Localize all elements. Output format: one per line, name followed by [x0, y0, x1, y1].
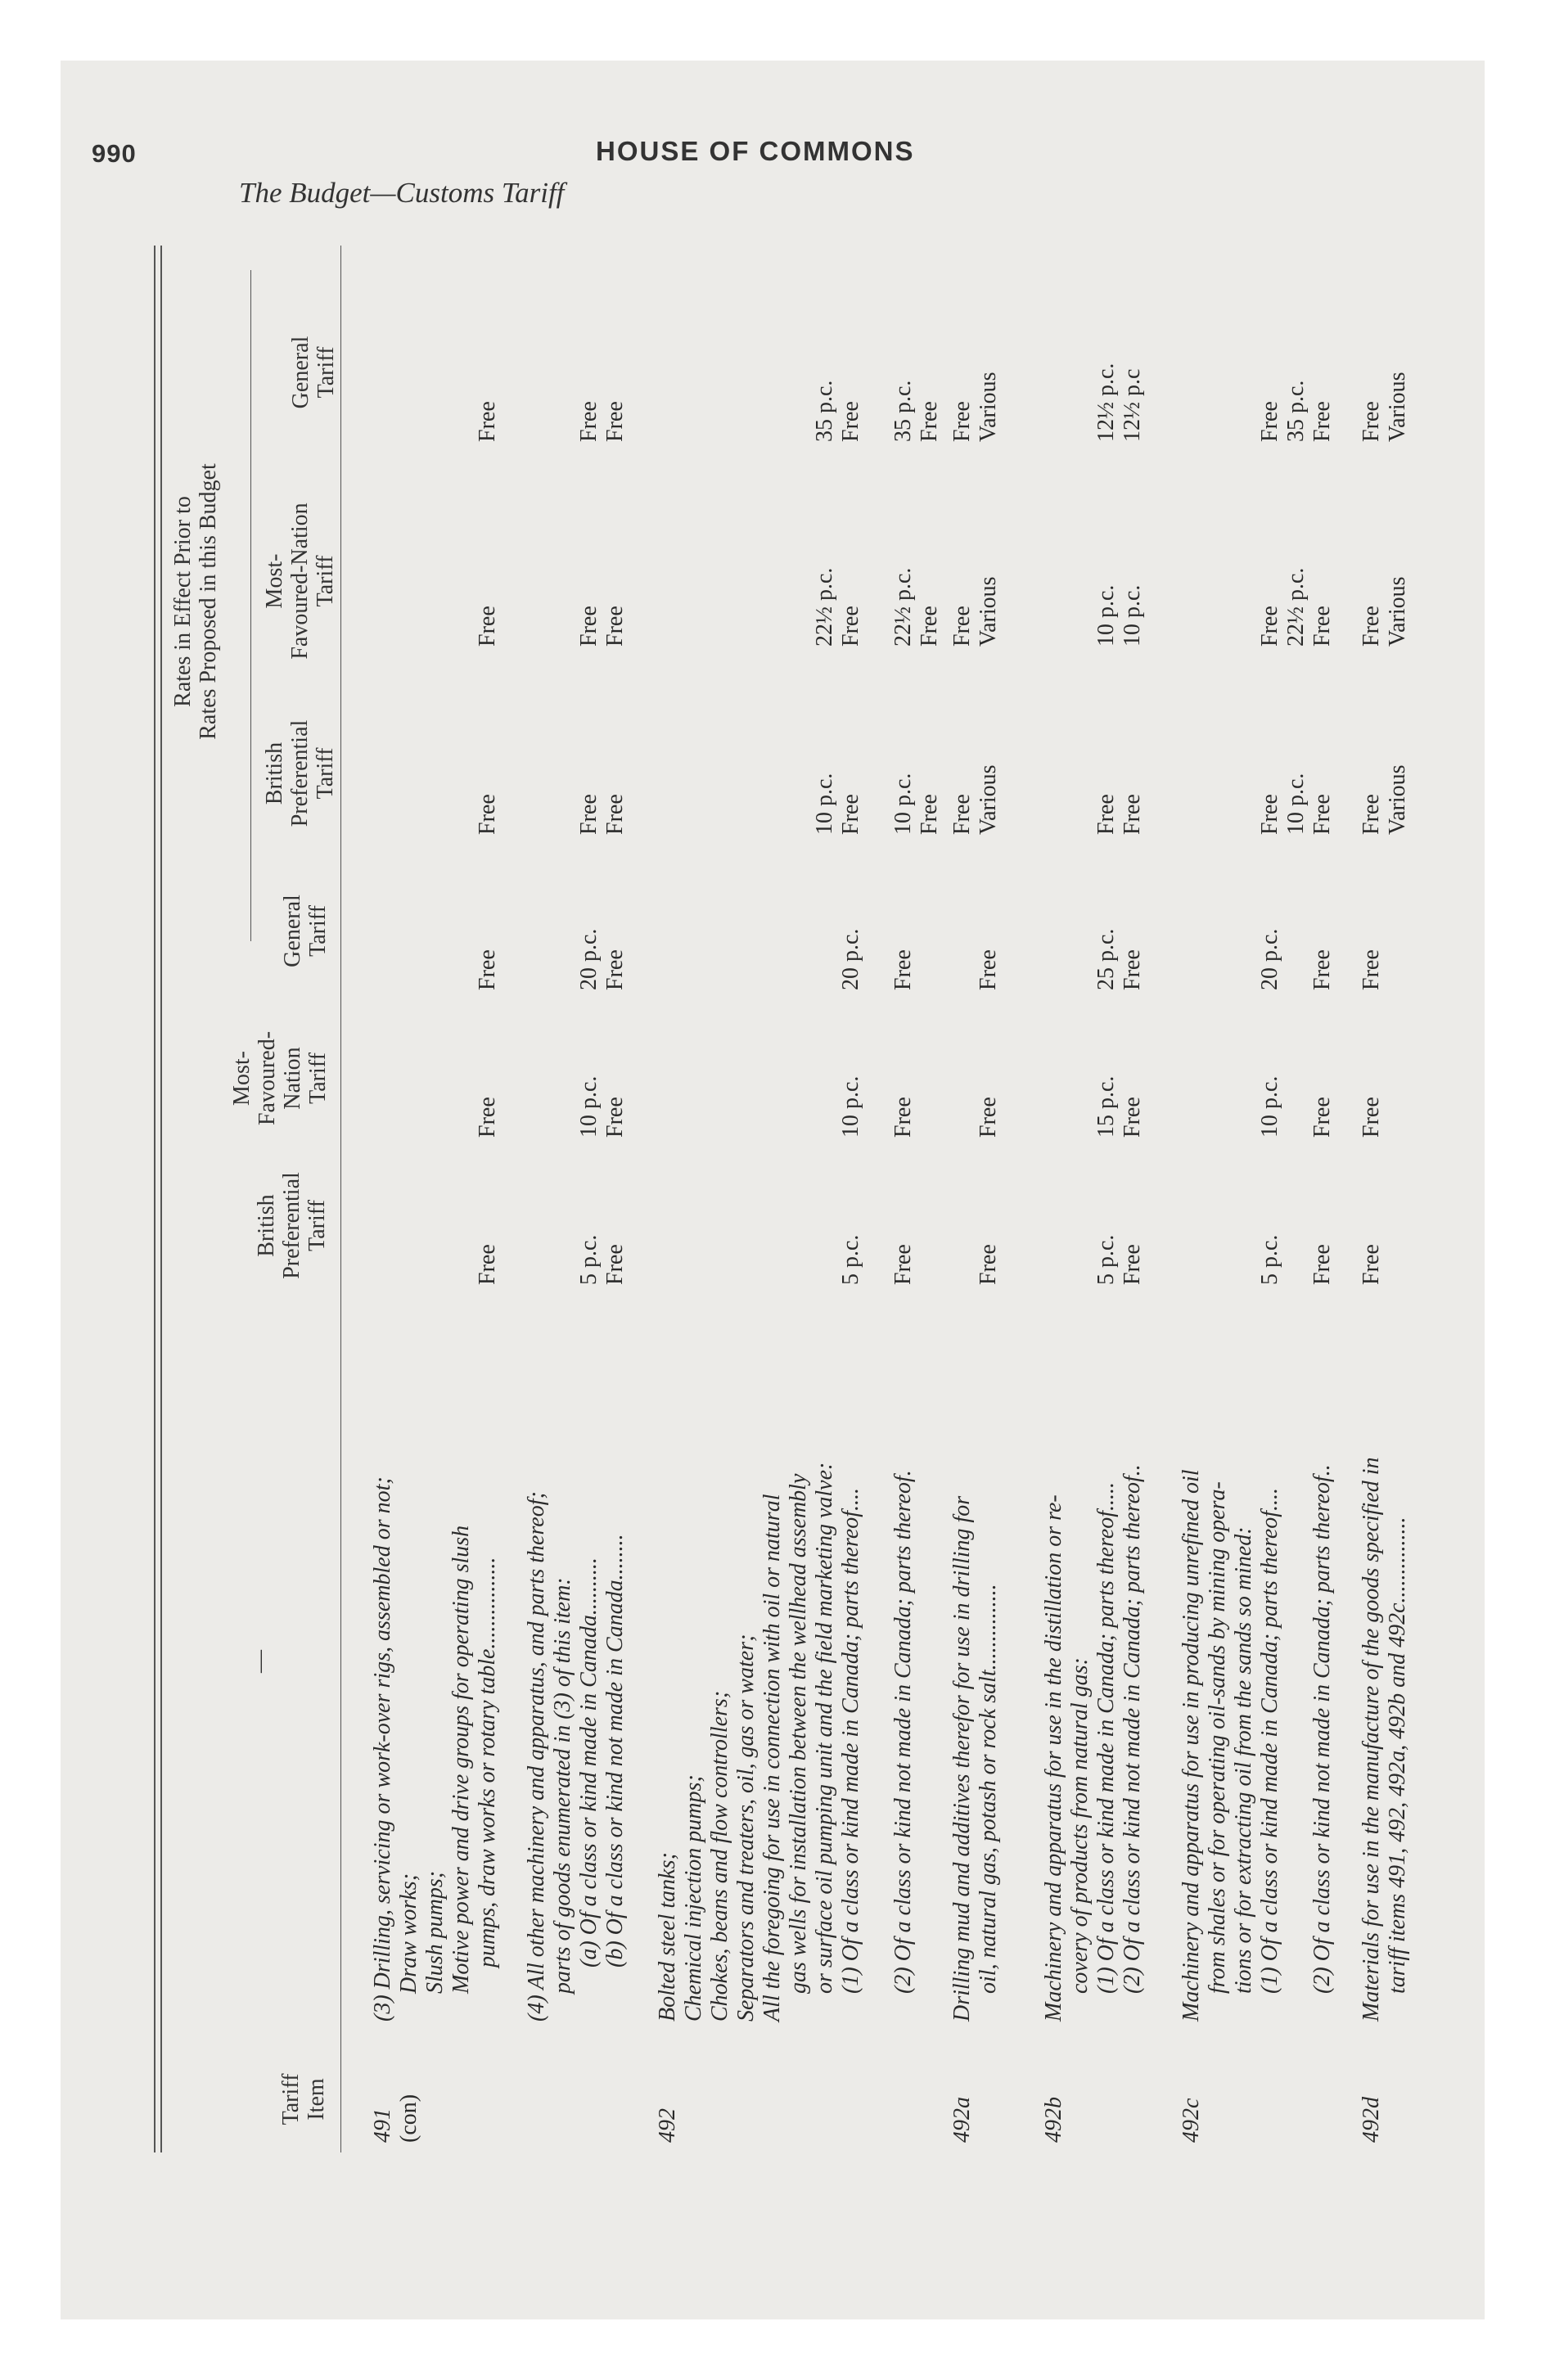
rate-british-preferential — [838, 1235, 864, 1285]
description-line: Materials for use in the manufacture of the goods specified in — [1359, 1457, 1384, 2022]
header-line: Tariff — [305, 1053, 331, 1104]
rate-general — [890, 949, 917, 990]
rate-value: Various — [976, 764, 1001, 835]
description-line: Chokes, beans and flow controllers; — [707, 1690, 732, 2022]
rate-value: 22½ p.c. — [890, 567, 916, 647]
rate-value: Free — [1359, 1097, 1384, 1138]
rate-most-favoured-nation — [1257, 1076, 1283, 1138]
rate-value: Free — [576, 401, 602, 442]
item-number: 491 — [370, 2108, 395, 2143]
rate-value: Free — [1359, 606, 1384, 647]
rate-value: Free — [976, 949, 1001, 990]
header-line: Tariff — [313, 747, 338, 800]
description-line: or surface oil pumping unit and the field marketing valve: — [812, 1462, 837, 1994]
rate-general — [576, 929, 629, 990]
description-line: (4) All other machinery and apparatus, and parts thereof; — [524, 1491, 549, 2022]
rate-value: Free — [475, 949, 500, 990]
header-line: Nation — [280, 1047, 305, 1110]
prior-rate-most-favoured-nation — [949, 576, 1002, 647]
description-line: tions or for extracting oil from the sands so mined: — [1231, 1526, 1256, 1994]
rate-value: Free — [1309, 1097, 1335, 1138]
rate-value: Free — [602, 1244, 628, 1285]
rate-value: Free — [1120, 949, 1145, 990]
rate-general — [976, 949, 1002, 990]
prior-rate-general — [1093, 363, 1146, 442]
description-line: Machinery and apparatus for use in the distillation or re- — [1041, 1494, 1066, 2022]
rate-british-preferential — [890, 1244, 917, 1285]
header-general — [280, 859, 331, 1003]
header-most-favoured-nation — [229, 1007, 331, 1150]
rate-value: 20 p.c. — [838, 928, 863, 990]
rate-most-favoured-nation — [890, 1097, 917, 1138]
rate-value: Free — [576, 606, 602, 647]
prior-rate-most-favoured-nation — [1093, 585, 1146, 647]
rate-value: Free — [602, 794, 628, 835]
description-line: (1) Of a class or kind made in Canada; parts thereof.... — [1257, 1487, 1282, 1994]
header-rates-prior — [170, 282, 221, 921]
section-subheading: The Budget—Customs Tariff — [239, 177, 565, 209]
item-number: 492d — [1359, 2097, 1384, 2143]
rate-british-preferential — [1359, 1244, 1385, 1285]
prior-rate-british-preferential — [1257, 773, 1336, 835]
rate-most-favoured-nation — [475, 1097, 501, 1138]
rate-general — [475, 949, 501, 990]
tariff-item-number — [1041, 2028, 1067, 2143]
rate-value: Free — [1359, 1244, 1384, 1285]
header-line: General — [280, 895, 305, 967]
rate-value: Free — [475, 606, 500, 647]
header-prior-british-preferential — [262, 683, 338, 863]
description-line: (3) Drilling, servicing or work-over rigs, assembled or not; — [370, 1476, 395, 2022]
rate-value: Free — [1309, 794, 1335, 835]
rate-value: Free — [976, 1097, 1001, 1138]
rate-value: 35 p.c. — [1283, 380, 1309, 442]
rate-general — [1093, 929, 1146, 990]
description-line: Chemical injection pumps; — [681, 1774, 706, 2022]
item-number: 492 — [655, 2108, 680, 2143]
rate-value: Free — [1120, 794, 1145, 835]
item-number: 492c — [1179, 2098, 1204, 2143]
rate-value: Various — [1385, 576, 1410, 647]
header-prior-most-favoured-nation — [262, 487, 338, 675]
rate-british-preferential — [976, 1244, 1002, 1285]
header-line: Preferential — [287, 719, 313, 827]
prior-rate-british-preferential — [812, 773, 864, 835]
header-line: Tariff — [304, 1200, 330, 1251]
rate-value: Free — [475, 1097, 500, 1138]
rate-value: Free — [1257, 401, 1282, 442]
description-line: (1) Of a class or kind made in Canada; parts thereof..... — [1093, 1481, 1119, 1994]
rate-value: Free — [890, 949, 916, 990]
header-line: Tariff — [278, 2073, 304, 2125]
prior-rate-general — [1257, 381, 1336, 442]
rate-value: 22½ p.c. — [1283, 567, 1309, 647]
header-line: General — [288, 336, 313, 409]
header-description: — — [247, 1650, 273, 1673]
rate-value: Free — [1309, 606, 1335, 647]
rate-value: Free — [475, 401, 500, 442]
prior-rate-general — [576, 401, 629, 442]
rate-value: Free — [1257, 606, 1282, 647]
rate-general — [1257, 929, 1283, 990]
rate-value: Free — [1093, 794, 1119, 835]
header-rule — [340, 246, 341, 2152]
rate-british-preferential — [576, 1235, 629, 1285]
description-line: (2) Of a class or kind not made in Canada; parts thereof.. — [1120, 1464, 1145, 1994]
rate-value: Various — [1385, 764, 1410, 835]
description-line: All the foregoing for use in connection with oil or natural — [759, 1494, 785, 2022]
rate-value: Free — [1309, 401, 1335, 442]
header-line: Most- — [229, 1051, 255, 1106]
prior-rate-general — [890, 381, 943, 442]
description-line: Motive power and drive groups for operating slush — [448, 1525, 474, 1994]
rate-value: Free — [917, 794, 942, 835]
rate-value: Free — [475, 1244, 500, 1285]
rate-british-preferential — [475, 1244, 501, 1285]
header-prior-general — [288, 274, 339, 471]
rate-value: Free — [949, 401, 975, 442]
table-top-rule — [154, 246, 156, 2152]
description-line: Machinery and apparatus for use in producing unrefined oil — [1179, 1469, 1204, 2022]
prior-rate-british-preferential — [576, 794, 629, 835]
rate-value: Free — [890, 1244, 916, 1285]
prior-rate-general — [475, 401, 501, 442]
rate-most-favoured-nation — [976, 1097, 1002, 1138]
prior-rate-british-preferential — [475, 794, 501, 835]
prior-rate-general — [812, 381, 864, 442]
description-line: oil, natural gas, potash or rock salt............... — [976, 1584, 1001, 1994]
item-number: 492b — [1041, 2097, 1066, 2143]
description-line: tariff items 491, 492, 492a, 492b and 492c............... — [1385, 1517, 1410, 1994]
rate-british-preferential — [1093, 1235, 1146, 1285]
rate-value: Various — [976, 372, 1001, 442]
rate-most-favoured-nation — [1309, 1097, 1336, 1138]
rate-value: Free — [838, 401, 863, 442]
rate-value: 10 p.c. — [812, 773, 837, 835]
rate-value: 5 p.c. — [576, 1234, 602, 1285]
description-line: Draw works; — [396, 1873, 421, 1994]
rate-value: Free — [838, 794, 863, 835]
rate-value: 10 p.c. — [1257, 1075, 1282, 1138]
tariff-item-number — [1359, 2028, 1385, 2143]
header-line: Favoured- — [255, 1030, 280, 1126]
rate-most-favoured-nation — [1359, 1097, 1385, 1138]
tariff-item-number — [655, 2028, 681, 2143]
rate-value: 10 p.c. — [576, 1075, 602, 1138]
prior-rate-most-favoured-nation — [576, 606, 629, 647]
rate-value: 12½ p.c — [1120, 368, 1145, 442]
prior-rate-british-preferential — [1359, 764, 1411, 835]
rate-value: 35 p.c. — [812, 380, 837, 442]
rate-value: 5 p.c. — [838, 1234, 863, 1285]
rate-value: Free — [976, 1244, 1001, 1285]
page-number: 990 — [92, 139, 137, 168]
tariff-item-number — [949, 2028, 976, 2143]
tariff-item-number — [1179, 2028, 1205, 2143]
description-line: Drilling mud and additives therefor for use in drilling for — [949, 1495, 975, 2022]
rate-value: Free — [1120, 1097, 1145, 1138]
prior-rate-british-preferential — [1093, 794, 1146, 835]
rate-value: 22½ p.c. — [812, 567, 837, 647]
rate-value: 10 p.c. — [890, 773, 916, 835]
description-line: (2) Of a class or kind not made in Canada; parts thereof.. — [1309, 1464, 1335, 1994]
description-line: Slush pumps; — [422, 1870, 448, 1994]
prior-rate-most-favoured-nation — [1257, 568, 1336, 647]
rate-general — [1359, 949, 1385, 990]
rate-value: Free — [1359, 401, 1384, 442]
rate-value: Free — [576, 794, 602, 835]
rate-value: Various — [1385, 372, 1410, 442]
rate-most-favoured-nation — [576, 1076, 629, 1138]
rate-value: Free — [917, 401, 942, 442]
item-number: 492a — [949, 2097, 975, 2143]
rate-value: Free — [602, 606, 628, 647]
prior-rate-general — [949, 372, 1002, 442]
prior-rate-most-favoured-nation — [890, 568, 943, 647]
rate-value: Free — [602, 949, 628, 990]
rate-value: Free — [838, 606, 863, 647]
rate-value: 12½ p.c. — [1093, 363, 1119, 442]
rate-british-preferential — [1257, 1235, 1283, 1285]
rate-value: Free — [475, 794, 500, 835]
header-line: Item — [304, 2078, 329, 2121]
rate-value: Free — [602, 401, 628, 442]
description-line: Separators and treaters, oil, gas or water; — [733, 1634, 759, 2022]
header-line: Rates in Effect Prior to — [170, 496, 196, 707]
rate-value: Free — [1309, 949, 1335, 990]
prior-rate-most-favoured-nation — [812, 568, 864, 647]
item-continued-note: (con) — [396, 2094, 421, 2143]
prior-rate-most-favoured-nation — [1359, 576, 1411, 647]
header-line: Rates Proposed in this Budget — [196, 463, 221, 740]
header-line: British — [262, 741, 287, 805]
tariff-table — [147, 246, 1416, 2152]
rate-most-favoured-nation — [1093, 1076, 1146, 1138]
rate-most-favoured-nation — [838, 1076, 864, 1138]
description-line: (b) Of a class or kind not made in Canada........ — [602, 1534, 628, 1968]
header-line: Preferential — [279, 1172, 304, 1279]
rate-general — [1309, 949, 1336, 990]
header-line: Favoured-Nation — [287, 503, 313, 660]
rate-value: 5 p.c. — [1257, 1234, 1282, 1285]
rate-value: 10 p.c. — [1283, 773, 1309, 835]
prior-rate-british-preferential — [949, 764, 1002, 835]
rate-value: Free — [1359, 949, 1384, 990]
header-line: Tariff — [313, 346, 339, 399]
rate-value: 20 p.c. — [1257, 928, 1282, 990]
group-heading-rule — [250, 270, 251, 941]
header-line: Tariff — [305, 905, 331, 957]
header-line: British — [254, 1194, 279, 1257]
rate-value: 35 p.c. — [890, 380, 916, 442]
description-line: gas wells for installation between the wellhead assembly — [786, 1473, 811, 1994]
rate-value: Free — [949, 606, 975, 647]
rate-general — [838, 929, 864, 990]
running-head: HOUSE OF COMMONS — [596, 136, 915, 166]
rate-value: Free — [1359, 794, 1384, 835]
rate-value: Free — [917, 606, 942, 647]
description-line: (1) Of a class or kind made in Canada; parts thereof.... — [838, 1487, 863, 1994]
rate-value: Free — [949, 794, 975, 835]
description-line: (a) Of a class or kind made in Canada.......... — [576, 1557, 602, 1968]
rate-value: Free — [1120, 1244, 1145, 1285]
header-british-preferential — [254, 1154, 330, 1297]
rate-value: 10 p.c. — [838, 1075, 863, 1138]
rate-value: 10 p.c. — [1093, 584, 1119, 647]
rate-value: 20 p.c. — [576, 928, 602, 990]
description-line: from shales or for operating oil-sands by mining opera- — [1205, 1481, 1230, 1994]
rate-value: 5 p.c. — [1093, 1234, 1119, 1285]
table-top-rule-inner — [160, 246, 162, 2152]
rate-value: 25 p.c. — [1093, 928, 1119, 990]
rate-value: Free — [1309, 1244, 1335, 1285]
description-line: Bolted steel tanks; — [655, 1852, 680, 2022]
prior-rate-most-favoured-nation — [475, 606, 501, 647]
description-line: pumps, draw works or rotary table................ — [475, 1557, 500, 1968]
rate-value: Free — [602, 1097, 628, 1138]
rate-value: Various — [976, 576, 1001, 647]
header-tariff-item — [278, 2046, 329, 2152]
rate-value: Free — [890, 1097, 916, 1138]
rate-value: 10 p.c. — [1120, 584, 1145, 647]
rate-value: Free — [1257, 794, 1282, 835]
description-line: covery of products from natural gas: — [1067, 1657, 1093, 1994]
rate-british-preferential — [1309, 1244, 1336, 1285]
rate-value: 15 p.c. — [1093, 1075, 1119, 1138]
header-line: Most- — [262, 553, 287, 609]
tariff-item-number — [370, 2028, 422, 2143]
prior-rate-british-preferential — [890, 773, 943, 835]
header-line: Tariff — [313, 555, 338, 607]
description-line: parts of goods enumerated in (3) of this item: — [550, 1577, 575, 1994]
prior-rate-general — [1359, 372, 1411, 442]
description-line: (2) Of a class or kind not made in Canada; parts thereof. — [890, 1470, 916, 1994]
